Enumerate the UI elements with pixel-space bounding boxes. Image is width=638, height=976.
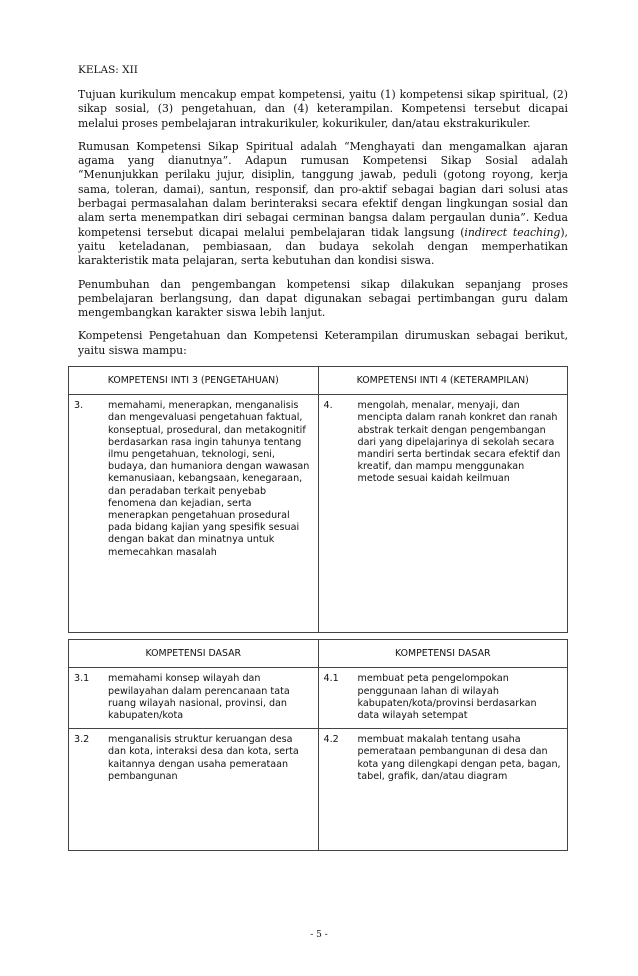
kd-row — [69, 729, 568, 851]
paragraph-rumusan-italic: indirect teaching — [464, 225, 561, 239]
kd-cell-3-1 — [69, 668, 319, 729]
table-gap — [69, 633, 568, 640]
ki3-number: 3. — [74, 400, 84, 412]
ki-header-row — [69, 367, 568, 395]
ki3-cell — [69, 395, 319, 633]
kd-text: membuat makalah tentang usaha pemerataan pembangunan di desa dan kota yang dilengkapi dengan peta, bagan, tabel, grafik, dan/atau diagram — [357, 734, 561, 782]
ki3-header: KOMPETENSI INTI 3 (PENGETAHUAN) — [69, 367, 319, 395]
ki3-text: memahami, menerapkan, menganalisis dan mengevaluasi pengetahuan faktual, konseptual, prosedural, dan metakognitif berdasarkan rasa ingin tahunya tentang ilmu pengetahuan, teknologi, seni, budaya, dan humaniora dengan wawasan kemanusiaan, kebangsaan, kenegaraan, dan peradaban terkait penyebab fenomena dan kejadian, serta menerapkan pengetahuan prosedural pada bidang kajian yang spesifik sesuai dengan bakat dan minatnya untuk memecahkan masalah — [108, 400, 310, 558]
ki4-cell — [318, 395, 568, 633]
ki4-text: mengolah, menalar, menyaji, dan mencipta dalam ranah konkret dan ranah abstrak terkait dengan pengembangan dari yang dipelajarinya di sekolah secara mandiri serta bertindak secara efektif dan kreatif, dan mampu menggunakan metode sesuai kaidah keilmuan — [357, 400, 561, 485]
paragraph-rumusan-part1: Rumusan Kompetensi Sikap Spiritual adalah “Menghayati dan mengamalkan ajaran agama yang dianutnya”. Adapun rumusan Kompetensi Sikap Sosial adalah “Menunjukkan perilaku jujur, disiplin, tanggung jawab, peduli (gotong royong, kerja sama, toleran, damai), santun, responsif, dan pro-aktif sebagai bagian dari solusi atas berbagai permasalahan dalam berinteraksi secara efektif dengan lingkungan sosial dan alam serta menempatkan diri sebagai cerminan bangsa dalam pergaulan dunia”. Kedua kompetensi tersebut dicapai melalui pembelajaran tidak langsung ( — [78, 139, 568, 239]
page-number: - 5 - — [310, 930, 328, 940]
kd-row — [69, 668, 568, 729]
kd-header-left: KOMPETENSI DASAR — [69, 640, 319, 668]
paragraph-rumusan-part2: ), yaitu keteladanan, pembiasaan, dan budaya sekolah dengan memperhatikan karakteristik mata pelajaran, serta kebutuhan dan kondisi siswa. — [78, 225, 568, 268]
paragraph-tujuan: Tujuan kurikulum mencakup empat kompetensi, yaitu (1) kompetensi sikap spiritual, (2) sikap sosial, (3) pengetahuan, dan (4) keterampilan. Kompetensi tersebut dicapai melalui proses pembelajaran intrakurikuler, kokurikuler, dan/atau ekstrakurikuler. — [78, 88, 568, 130]
kd-number: 4.2 — [323, 734, 339, 746]
ki4-header: KOMPETENSI INTI 4 (KETERAMPILAN) — [318, 367, 568, 395]
kd-header-row — [69, 640, 568, 668]
kd-text: memahami konsep wilayah dan pewilayahan dalam perencanaan tata ruang wilayah nasional, provinsi, dan kabupaten/kota — [108, 673, 290, 722]
kd-text: menganalisis struktur keruangan desa dan kota, interaksi desa dan kota, serta kaitannya dengan usaha pemerataan pembangunan — [108, 734, 299, 782]
kd-cell-4-1 — [318, 668, 568, 729]
paragraph-kompetensi-intro: Kompetensi Pengetahuan dan Kompetensi Keterampilan dirumuskan sebagai berikut, yaitu siswa mampu: — [78, 329, 568, 357]
paragraph-penumbuhan: Penumbuhan dan pengembangan kompetensi sikap dilakukan sepanjang proses pembelajaran berlangsung, dan dapat digunakan sebagai pertimbangan guru dalam mengembangkan karakter siswa lebih lanjut. — [78, 277, 568, 320]
kd-text: membuat peta pengelompokan penggunaan lahan di wilayah kabupaten/kota/provinsi berdasarkan data wilayah setempat — [357, 673, 537, 722]
kd-number: 3.1 — [74, 673, 90, 685]
ki4-number: 4. — [323, 400, 333, 412]
kd-number: 4.1 — [323, 673, 339, 685]
ki-content-row — [69, 395, 568, 633]
class-label: KELAS: XII — [78, 64, 138, 76]
kd-header-right: KOMPETENSI DASAR — [318, 640, 568, 668]
kd-number: 3.2 — [74, 734, 90, 746]
paragraph-rumusan-sikap — [78, 140, 568, 269]
kd-cell-3-2 — [69, 729, 319, 851]
kd-cell-4-2 — [318, 729, 568, 851]
page-content — [74, 64, 568, 851]
competency-table — [68, 366, 568, 851]
